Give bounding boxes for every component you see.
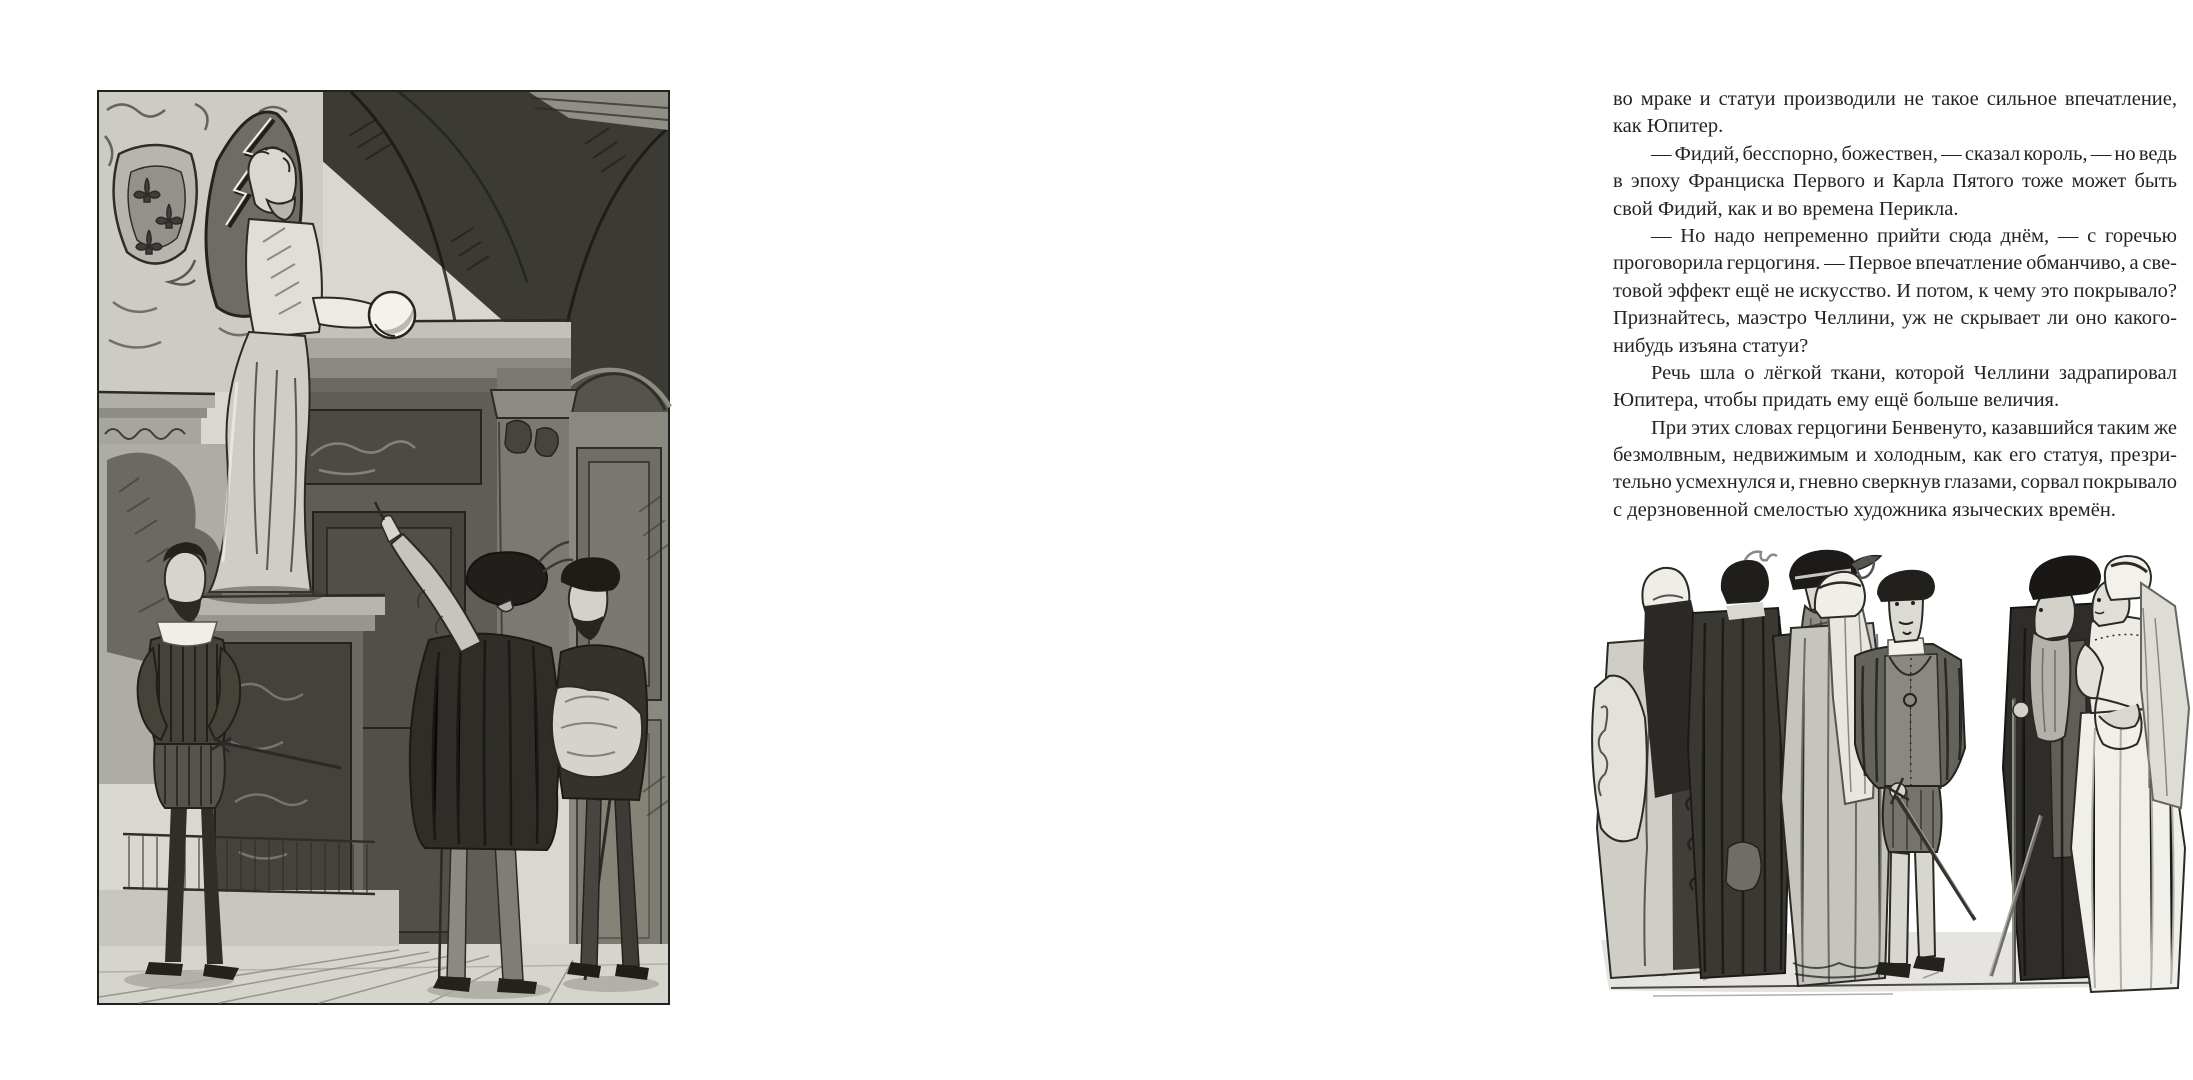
right-page	[765, 0, 2177, 1080]
text-line: безмолвным, недвижимым и холодным, как его статуя, презри-	[1613, 444, 2177, 467]
text-line: в эпоху Франциска Первого и Карла Пятого тоже может быть	[1613, 170, 2177, 193]
text-line: тельно усмехнулся и, гневно сверкнув глазами, сорвал покрывало	[1613, 471, 2177, 494]
text-block	[1613, 86, 2177, 524]
text-line: При этих словах герцогини Бенвенуто, казавшийся таким же	[1651, 416, 2177, 439]
text-line: проговорила герцогиня. — Первое впечатление обманчиво, а све-	[1613, 252, 2177, 275]
dark-cap	[2029, 555, 2101, 600]
medal	[1904, 694, 1916, 706]
text-line: Признайтесь, маэстро Челлини, уж не скрывает ли оно какого-	[1613, 307, 2177, 330]
vignette-illustration	[1593, 548, 2193, 1008]
text-line: товой эффект ещё не искусство. И потом, к чему это покрывало?	[1613, 279, 2177, 302]
left-page	[0, 0, 765, 1080]
text-line: — Но надо непременно прийти сюда днём, — с горечью	[1651, 224, 2177, 247]
text-line: свой Фидий, как и во времена Перикла.	[1613, 197, 1959, 220]
cap-with-plume	[1721, 560, 1769, 604]
text-line: во мраке и статуи производили не такое сильное впечатление,	[1613, 88, 2177, 110]
illustration-courtiers-group	[1593, 548, 2193, 1008]
text-line: Юпитера, чтобы придать ему ещё больше величия.	[1613, 389, 2060, 412]
text-line: с дерзновенной смелостью художника языческих времён.	[1613, 498, 2116, 521]
text-line: — Фидий, бесспорно, божествен, — сказал король, — но ведь	[1651, 142, 2177, 165]
framed-illustration	[97, 90, 670, 1005]
illustration-jupiter-statue	[99, 92, 668, 1003]
hose-leg	[1889, 852, 1909, 964]
text-line: Речь шла о лёгкой ткани, которой Челлини задрапировал	[1651, 361, 2177, 384]
wide-sleeve	[1592, 676, 1647, 842]
ruff-collar	[157, 622, 217, 646]
text-line: нибудь изъяна статуи?	[1613, 334, 1809, 357]
hand	[2013, 702, 2029, 718]
long-white-beard	[2030, 632, 2071, 742]
statue-torso	[246, 219, 322, 338]
clasped-hands	[1726, 842, 1761, 891]
man-dark-robe	[1688, 552, 1791, 978]
text-line: как Юпитер.	[1613, 115, 1724, 138]
flat-cap	[1877, 570, 1935, 602]
